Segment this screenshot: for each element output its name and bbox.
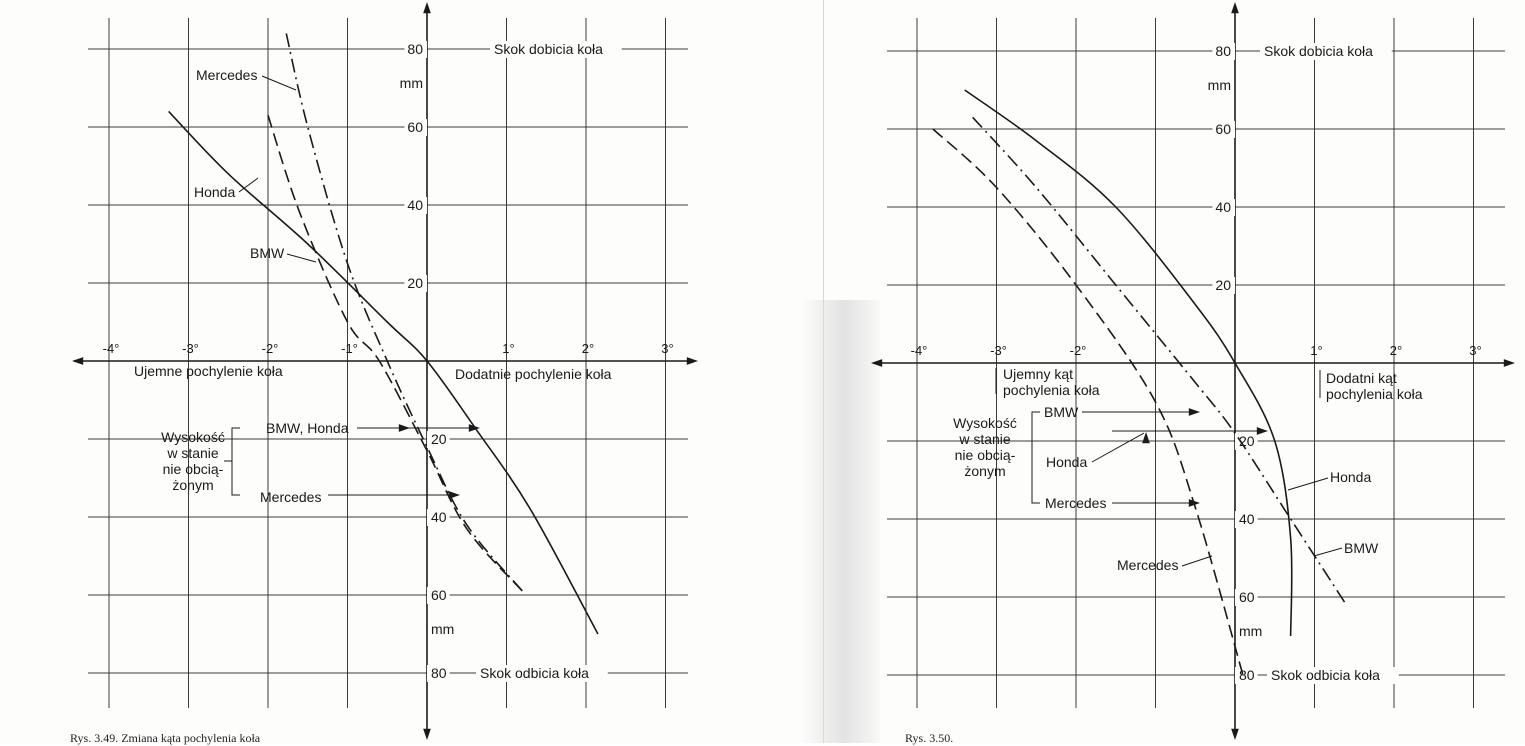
- x-tick-label: -3°: [182, 341, 199, 356]
- figure-caption-left: Rys. 3.49. Zmiana kąta pochylenia koła: [70, 731, 261, 745]
- x-axis-title-positive: Dodatni kąt: [1326, 370, 1397, 386]
- y-tick-label: 60: [431, 587, 447, 603]
- label-honda: Honda: [1046, 454, 1088, 470]
- y-unit-label-top: mm: [399, 75, 423, 91]
- x-axis-title-negative: pochylenia koła: [1003, 382, 1100, 398]
- curve-label-honda: Honda: [1330, 469, 1372, 485]
- x-tick-label: 2°: [581, 341, 595, 356]
- group-label-line: w stanie: [167, 445, 219, 461]
- group-label-line: żonym: [172, 477, 214, 493]
- x-tick-label: -2°: [261, 341, 279, 356]
- group-label-line: Wysokość: [161, 429, 225, 445]
- y-tick-label: 40: [1215, 199, 1231, 215]
- x-tick-label: -2°: [1069, 343, 1087, 358]
- leader-line: [1288, 478, 1328, 490]
- curve-label-mercedes: Mercedes: [1117, 557, 1179, 573]
- y-tick-label: 40: [407, 197, 423, 213]
- curve-label-honda: Honda: [194, 184, 236, 200]
- arrow-head-bmw: [1189, 408, 1200, 416]
- y-axis-arrow-down: [1231, 729, 1239, 740]
- y-axis-arrow-up: [1231, 2, 1239, 13]
- label-mercedes: Mercedes: [260, 489, 322, 505]
- x-tick-label: 1°: [502, 341, 515, 356]
- x-axis-title-negative: Ujemny kąt: [1003, 366, 1074, 382]
- x-tick-label: 3°: [1469, 343, 1482, 358]
- y-tick-label: 40: [1239, 511, 1255, 527]
- y-tick-label: 80: [431, 665, 447, 681]
- x-tick-label: 2°: [1389, 343, 1403, 358]
- x-tick-label: 1°: [1310, 343, 1323, 358]
- x-tick-label: -3°: [990, 343, 1007, 358]
- y-tick-label: 80: [407, 41, 423, 57]
- x-axis-title-positive: Dodatnie pochylenie koła: [455, 366, 612, 382]
- figure-caption-right: Rys. 3.50.: [905, 731, 954, 745]
- y-tick-label: 60: [1215, 121, 1231, 137]
- bottom-axis-title: Skok odbicia koła: [1271, 667, 1380, 683]
- bottom-axis-title: Skok odbicia koła: [480, 665, 589, 681]
- y-tick-label: 20: [1239, 433, 1255, 449]
- group-label-line: Wysokość: [953, 415, 1017, 431]
- y-tick-label: 40: [431, 509, 447, 525]
- y-tick-label: 60: [407, 119, 423, 135]
- y-tick-label: 80: [1239, 667, 1255, 683]
- y-unit-label-top: mm: [1207, 77, 1231, 93]
- y-tick-label: 80: [1215, 43, 1231, 59]
- leader-line: [1314, 548, 1342, 556]
- y-tick-label: 20: [407, 275, 423, 291]
- top-axis-title: Skok dobicia koła: [494, 41, 603, 57]
- top-axis-title: Skok dobicia koła: [1264, 43, 1373, 59]
- x-axis-title-negative: Ujemne pochylenie koła: [134, 363, 283, 379]
- label-mercedes: Mercedes: [1045, 495, 1107, 511]
- series-line-mercedes: [933, 129, 1243, 675]
- x-axis-title-positive: pochylenia koła: [1326, 386, 1423, 402]
- group-label-line: nie obcią-: [954, 447, 1016, 463]
- label-bmw: BMW: [1044, 404, 1079, 420]
- y-unit-label-bottom: mm: [431, 621, 455, 637]
- group-label-line: żonym: [964, 463, 1006, 479]
- curve-label-bmw: BMW: [250, 245, 285, 261]
- x-axis-arrow-left: [871, 359, 882, 367]
- curve-label-mercedes: Mercedes: [196, 67, 258, 83]
- y-tick-label: 60: [1239, 589, 1255, 605]
- y-tick-label: 20: [431, 431, 447, 447]
- x-tick-label: -4°: [910, 343, 928, 358]
- x-tick-label: -4°: [102, 341, 120, 356]
- arrow-head-honda-2: [1257, 427, 1268, 435]
- x-axis-arrow-right: [1504, 359, 1515, 367]
- x-tick-label: -1°: [341, 341, 358, 356]
- label-bmw-honda: BMW, Honda: [266, 420, 349, 436]
- leader-line: [1182, 556, 1212, 566]
- x-tick-label: 3°: [661, 341, 674, 356]
- curve-label-bmw: BMW: [1344, 540, 1379, 556]
- y-tick-label: 20: [1215, 277, 1231, 293]
- group-label-line: w stanie: [959, 431, 1011, 447]
- group-bracket: [1032, 412, 1040, 503]
- y-unit-label-bottom: mm: [1239, 623, 1263, 639]
- group-label-line: nie obcią-: [162, 461, 224, 477]
- arrow-line-honda: [1092, 433, 1144, 462]
